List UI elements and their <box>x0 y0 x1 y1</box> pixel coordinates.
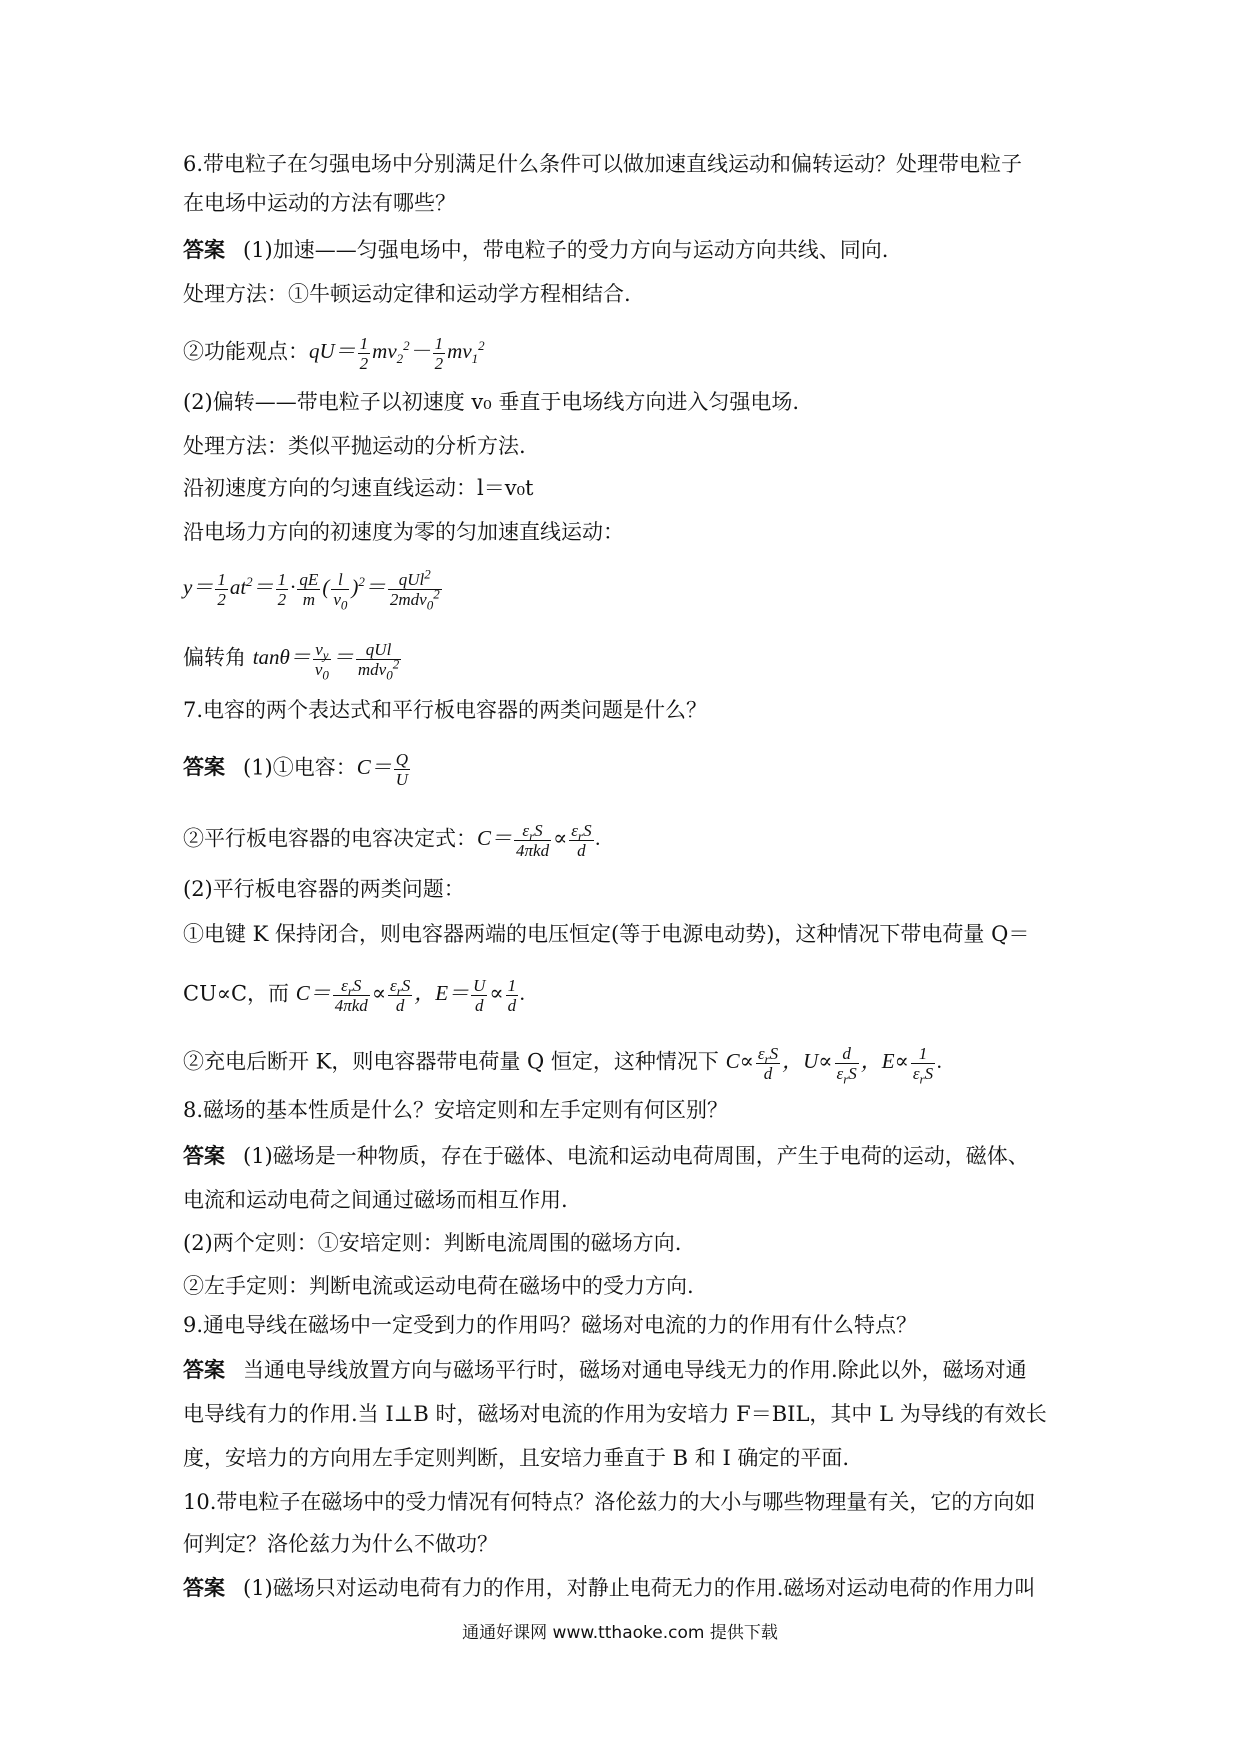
q7-line-1: 7.电容的两个表达式和平行板电容器的两类问题是什么？ <box>183 698 708 722</box>
q7-answer-6 <box>183 1044 1065 1087</box>
q8-answer-2: 电流和运动电荷之间通过磁场而相互作用. <box>183 1188 568 1212</box>
q7-answer-2 <box>183 821 1065 860</box>
page-footer: 通通好课网 www.tthaoke.com 提供下载 <box>462 1623 778 1643</box>
q8-line-1: 8.磁场的基本性质是什么？安培定则和左手定则有何区别？ <box>183 1098 729 1122</box>
q6-answer-7: 沿电场力方向的初速度为零的匀加速直线运动： <box>183 520 624 544</box>
q6-answer-3-text: ②功能观点： <box>183 339 309 364</box>
q6-answer-6: 沿初速度方向的匀速直线运动：l＝v₀t <box>183 476 534 500</box>
q6-answer-4: (2)偏转——带电粒子以初速度 v₀ 垂直于电场线方向进入匀强电场. <box>183 390 800 414</box>
q10-answer-1 <box>183 1574 1065 1602</box>
formula-energy: qU＝ $\frac{1}{2}$ $mv_2^2-$ $\frac{1}{2}$ $mv_1^2$ <box>309 334 485 373</box>
q6-answer-9-text: 偏转角 <box>183 645 246 670</box>
q9-answer-1 <box>183 1356 1065 1384</box>
q7-answer-2-text: ②平行板电容器的电容决定式： <box>183 826 477 851</box>
q7-answer-3: (2)平行板电容器的两类问题： <box>183 877 465 901</box>
formula-open-switch: C∝ $\frac{\varepsilon_rS}{d}$ ，U∝ $\frac{d}{\varepsilon_rS}$ ，E∝ $\frac{1}{\varepsilon_rS}$ . <box>725 1044 943 1087</box>
answer-label: 答案 <box>183 754 225 780</box>
q6-answer-2: 处理方法：①牛顿运动定律和运动学方程相结合. <box>183 282 631 306</box>
q6-answer-1-text: (1)加速——匀强电场中，带电粒子的受力方向与运动方向共线、同向. <box>243 238 889 262</box>
formula-closed-switch: C＝ $\frac{\varepsilon_rS}{\text{4πkd}}$ ∝ $\frac{\varepsilon_rS}{d}$ ，E＝ $\frac{U}{d}$ ∝ $\frac{1}{d}$ . <box>295 976 526 1015</box>
q8-answer-1-text: (1)磁场是一种物质，存在于磁体、电流和运动电荷周围，产生于电荷的运动，磁体、 <box>243 1144 1029 1168</box>
answer-label: 答案 <box>183 237 225 262</box>
answer-label: 答案 <box>183 1143 225 1168</box>
q8-answer-4: ②左手定则：判断电流或运动电荷在磁场中的受力方向. <box>183 1274 694 1298</box>
q6-line-2: 在电场中运动的方法有哪些？ <box>183 191 456 215</box>
q10-line-1: 10.带电粒子在磁场中的受力情况有何特点？洛伦兹力的大小与哪些物理量有关，它的方向如 <box>183 1490 1036 1514</box>
formula-plate-capacitance: C＝ $\frac{\varepsilon_rS}{\text{4πkd}}$ ∝ $\frac{\varepsilon_rS}{d}$ . <box>477 821 601 860</box>
formula-capacitance: C＝ $\frac{Q}{U}$ <box>356 750 409 789</box>
q9-answer-3: 度，安培力的方向用左手定则判断，且安培力垂直于 B 和 I 确定的平面. <box>183 1446 850 1470</box>
q9-answer-1-text: 当通电导线放置方向与磁场平行时，磁场对通电导线无力的作用.除此以外，磁场对通 <box>243 1358 1027 1382</box>
q8-answer-3: (2)两个定则：①安培定则：判断电流周围的磁场方向. <box>183 1231 682 1255</box>
formula-deflection-angle: tanθ＝ $\frac{v_y}{v_0}$ ＝ $\frac{\text{qUl}}{mdv_0^2}$ <box>252 640 400 683</box>
q6-answer-5: 处理方法：类似平抛运动的分析方法. <box>183 434 526 458</box>
q10-answer-1-text: (1)磁场只对运动电荷有力的作用，对静止电荷无力的作用.磁场对运动电荷的作用力叫 <box>243 1576 1036 1600</box>
q10-line-2: 何判定？洛伦兹力为什么不做功？ <box>183 1532 498 1556</box>
q8-answer-1 <box>183 1142 1065 1170</box>
q7-answer-6-text: ②充电后断开 K，则电容器带电荷量 Q 恒定，这种情况下 <box>183 1049 719 1074</box>
q9-answer-2: 电导线有力的作用.当 I⊥B 时，磁场对电流的作用为安培力 F＝BIL，其中 L 为导线的有效长 <box>183 1402 1047 1426</box>
q6-answer-8 <box>183 566 1065 613</box>
formula-displacement: y＝ $\frac{1}{2}$ $at^2=$ $\frac{1}{2}$ · $\frac{qE}{m}$ ( $\frac{l}{v_0}$ )$^2$＝ $\frac{qUl^2}{2mdv_0^2}$ <box>183 566 440 613</box>
answer-label: 答案 <box>183 1357 225 1382</box>
q9-line-1: 9.通电导线在磁场中一定受到力的作用吗？磁场对电流的力的作用有什么特点？ <box>183 1313 918 1337</box>
q6-answer-9 <box>183 640 1065 683</box>
q6-line-1: 6.带电粒子在匀强电场中分别满足什么条件可以做加速直线运动和偏转运动？处理带电粒子 <box>183 152 1023 176</box>
q6-answer-3 <box>183 334 1065 373</box>
q6-answer-1 <box>183 236 1065 264</box>
q7-answer-5 <box>183 976 1065 1015</box>
q7-answer-1-text: (1)①电容： <box>243 755 357 780</box>
q7-answer-4: ①电键 K 保持闭合，则电容器两端的电压恒定(等于电源电动势)，这种情况下带电荷量 Q＝ <box>183 922 1030 946</box>
answer-label: 答案 <box>183 1575 225 1600</box>
q7-answer-1 <box>183 750 1065 789</box>
q7-answer-5-text: CU∝C，而 <box>183 981 290 1006</box>
